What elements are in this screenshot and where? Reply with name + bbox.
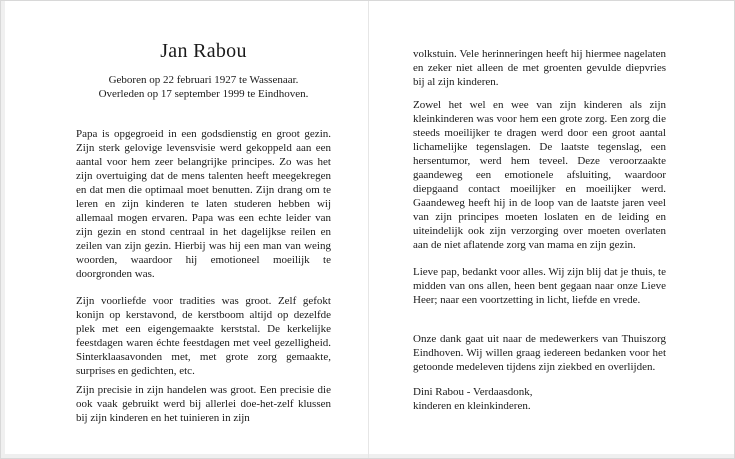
left-paragraph-1: Papa is opgegroeid in een godsdienstig en groot gezin. Zijn sterk gelovige levensvisie werd gekoppeld aan een aantal voor hem zeer belangrijke principes. Zo was het zijn overtuiging dat de mens talenten heeft meegekregen en dat men die optimaal moet benutten. Zijn drang om te leren en zijn kinderen te laten studeren hebben wij allemaal mogen ervaren. Papa was een echte leider van zijn gezin en stond centraal in het dagelijkse reilen en zeilen van zijn gezin. Hierbij was hij een man van weing woorden, waardoor hij emotioneel moeilijk te doorgronden was. xyxy=(76,128,331,280)
life-dates xyxy=(76,73,331,101)
card-left-edge xyxy=(1,1,5,458)
left-paragraph-2: Zijn voorliefde voor tradities was groot. Zelf gefokt konijn op kerstavond, de kerstboom altijd op dezelfde plek met een eigengemaakte kerststal. De kerkelijke feestdagen waren échte feestdagen met veel gezelligheid. Sinterklaasavonden met, met grote zorg gemaakte, surprises en gedichten, etc. xyxy=(76,295,331,377)
right-paragraph-3: Lieve pap, bedankt voor alles. Wij zijn blij dat je thuis, te midden van ons allen, heen bent gegaan naar onze Lieve Heer; naar een voortzetting in licht, liefde en vrede. xyxy=(413,266,666,306)
right-paragraph-1: volkstuin. Vele herinneringen heeft hij hiermee nagelaten en zeker niet alleen de met groenten gevulde diepvries bij al zijn kinderen. xyxy=(413,48,666,88)
signature-line-1: Dini Rabou - Verdaasdonk, xyxy=(413,386,533,398)
right-paragraph-4: Onze dank gaat uit naar de medewerkers van Thuiszorg Eindhoven. Wij willen graag iedereen bedanken voor het getoonde medeleven tijdens zijn ziekbed en overlijden. xyxy=(413,333,666,373)
right-paragraph-2: Zowel het wel en wee van zijn kinderen als zijn kleinkinderen was voor hem een grote zorg. Een zorg die steeds moeilijker te dragen werd door een groot aantal lichamelijke tegenslagen. De laatste tegenslag, een hersentumor, werd hem teveel. Deze veroorzaakte gaandeweg een emotionele afsluiting, waardoor diepgaand contact moeilijker en moeilijker werd. Gaandeweg heeft hij in de loop van de laatste jaren veel van zijn principes moeten loslaten en de leiding en uiteindelijk ook zijn verzorging over moeten overlaten aan de niet aflatende zorg van mama en zijn gezin. xyxy=(413,99,666,251)
signature-line-2: kinderen en kleinkinderen. xyxy=(413,400,531,412)
death-line: Overleden op 17 september 1999 te Eindhoven. xyxy=(98,88,309,100)
birth-line: Geboren op 22 februari 1927 te Wassenaar. xyxy=(108,74,299,86)
signature xyxy=(413,385,666,413)
card-fold-line xyxy=(368,1,369,458)
left-paragraph-3: Zijn precisie in zijn handelen was groot. Een precisie die ook vaak gebruikt werd bij allerlei doe-het-zelf klussen bij zijn kinderen en het tuinieren in zijn xyxy=(76,384,331,424)
deceased-name: Jan Rabou xyxy=(160,40,247,62)
